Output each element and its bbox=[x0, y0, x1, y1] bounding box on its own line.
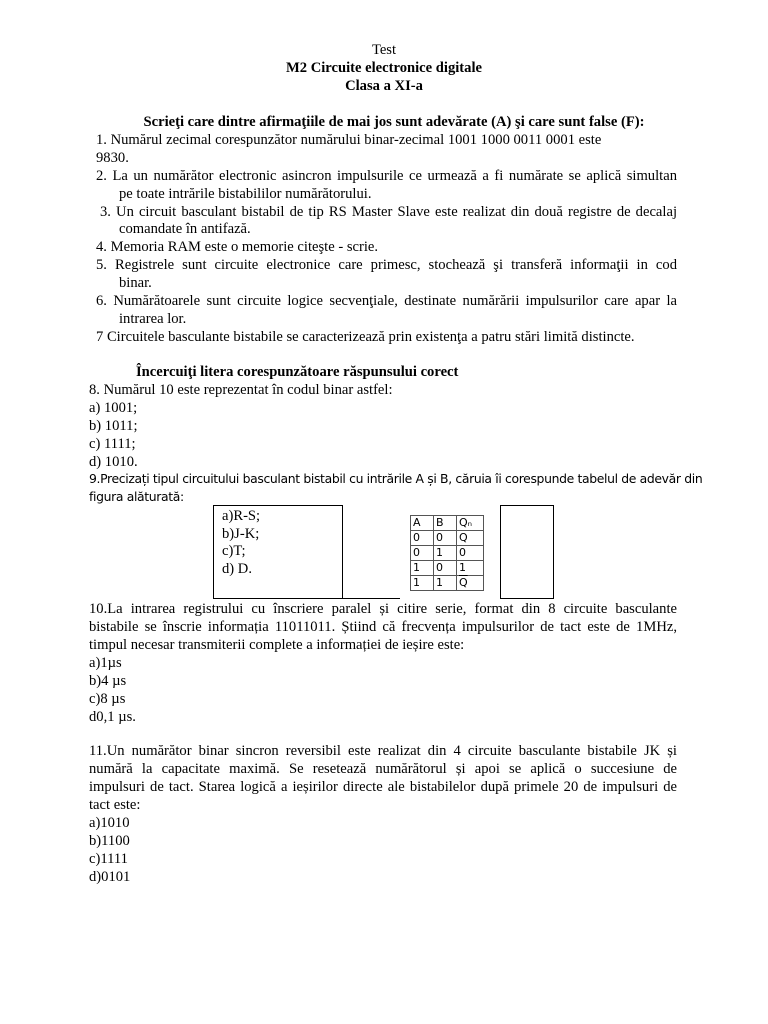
q2-line2: pe toate intrările bistabililor numărătorului. bbox=[119, 186, 372, 202]
q10-option-b: b)4 µs bbox=[89, 673, 127, 689]
q9-right-cell bbox=[500, 505, 554, 599]
tt-cell: 1 bbox=[411, 576, 434, 591]
q11-line1: 11.Un numărător binar sincron reversibil este realizat din 4 circuite basculante bistabile JK și bbox=[89, 743, 677, 759]
q10-option-d: d0,1 µs. bbox=[89, 709, 136, 725]
q9-line1: 9.Precizați tipul circuitului basculant bistabil cu intrările A și B, căruia îi corespunde tabelul de adevăr din bbox=[89, 471, 703, 486]
tt-cell: 1 bbox=[434, 546, 457, 561]
q1-line2: 9830. bbox=[96, 150, 129, 166]
q3-line2: comandate în antifază. bbox=[119, 221, 251, 237]
q11-line3: impulsuri de tact. Starea logică a ieșirilor directe ale bistabilelor după primele 20 de impulsuri de bbox=[89, 779, 677, 795]
class-label: Clasa a XI-a bbox=[345, 78, 423, 94]
truth-table-header bbox=[411, 516, 484, 531]
q10-option-c: c)8 µs bbox=[89, 691, 126, 707]
q2-line1: 2. La un numărător electronic asincron impulsurile ce urmează a fi numărate se aplică simultan bbox=[96, 168, 677, 184]
q10-line3: timpul necesar transmiterii complete a informației de ieșire este: bbox=[89, 637, 465, 653]
q10-line2: bistabile se înscrie informația 11011011. Știind că frecvența impulsurilor de tact este de 1MHz, bbox=[89, 619, 677, 635]
q9-table bbox=[213, 505, 554, 599]
tt-header-a: A bbox=[411, 516, 434, 531]
tt-cell: 1 bbox=[411, 561, 434, 576]
q11-option-b: b)1100 bbox=[89, 833, 130, 849]
q11-line4: tact este: bbox=[89, 797, 141, 813]
q9-options-cell bbox=[213, 505, 343, 599]
q6-line2: intrarea lor. bbox=[119, 311, 187, 327]
q8-text: 8. Numărul 10 este reprezentat în codul binar astfel: bbox=[89, 382, 393, 398]
tt-cell: 0 bbox=[434, 531, 457, 546]
q9-option-a: a)R-S; bbox=[222, 508, 261, 524]
q8-option-d: d) 1010. bbox=[89, 454, 138, 470]
q9-option-d: d) D. bbox=[222, 561, 252, 577]
tt-cell: 0 bbox=[411, 531, 434, 546]
truth-table-row bbox=[411, 531, 484, 546]
section1-heading: Scrieţi care dintre afirmaţiile de mai jos sunt adevărate (A) şi care sunt false (F): bbox=[143, 114, 645, 130]
q8-option-b: b) 1011; bbox=[89, 418, 138, 434]
truth-table-row bbox=[411, 576, 484, 591]
q8-option-c: c) 1111; bbox=[89, 436, 136, 452]
tt-cell-qbar: $\overline{Q}$ bbox=[457, 576, 484, 591]
tt-cell: 0 bbox=[411, 546, 434, 561]
tt-cell: 1 bbox=[457, 561, 484, 576]
q5-line2: binar. bbox=[119, 275, 152, 291]
q9-option-b: b)J-K; bbox=[222, 526, 260, 542]
q3-line1: 3. Un circuit basculant bistabil de tip RS Master Slave este realizat din două registre de decalaj bbox=[100, 204, 677, 220]
tt-cell: 1 bbox=[434, 576, 457, 591]
q11-option-d: d)0101 bbox=[89, 869, 131, 885]
section2-heading: Încercuiţi litera corespunzătoare răspunsului corect bbox=[136, 364, 459, 380]
tt-header-qn: Qₙ bbox=[457, 516, 484, 531]
q8-option-a: a) 1001; bbox=[89, 400, 138, 416]
truth-table-row bbox=[411, 561, 484, 576]
q6-line1: 6. Numărătoarele sunt circuite logice secvenţiale, destinate numărării impulsurilor care apar la bbox=[96, 293, 677, 309]
truth-table bbox=[410, 515, 484, 591]
q4-line: 4. Memoria RAM este o memorie citeşte - scrie. bbox=[96, 239, 379, 255]
q9-empty-cell bbox=[342, 505, 400, 599]
q10-line1: 10.La intrarea registrului cu înscriere paralel și citire serie, format din 8 circuite basculante bbox=[89, 601, 677, 617]
q10-option-a: a)1µs bbox=[89, 655, 122, 671]
q1-line1: 1. Numărul zecimal corespunzător numărului binar-zecimal 1001 1000 0011 0001 este bbox=[96, 132, 602, 148]
q9-line2: figura alăturată: bbox=[89, 489, 184, 504]
q11-option-a: a)1010 bbox=[89, 815, 130, 831]
test-label: Test bbox=[371, 42, 397, 58]
tt-cell: 0 bbox=[457, 546, 484, 561]
q11-line2: numără la capacitate maximă. Se resetează numărătorul și apoi se aplică o succesiune de bbox=[89, 761, 677, 777]
q5-line1: 5. Registrele sunt circuite electronice care primesc, stochează şi transferă informaţii in cod bbox=[96, 257, 677, 273]
q11-option-c: c)1111 bbox=[89, 851, 128, 867]
tt-cell: Q bbox=[457, 531, 484, 546]
q7-line: 7 Circuitele basculante bistabile se caracterizează prin existenţa a patru stări limită distincte. bbox=[96, 329, 635, 345]
q9-option-c: c)T; bbox=[222, 543, 246, 559]
tt-cell: 0 bbox=[434, 561, 457, 576]
truth-table-row bbox=[411, 546, 484, 561]
subject-title: M2 Circuite electronice digitale bbox=[285, 60, 482, 76]
tt-header-b: B bbox=[434, 516, 457, 531]
